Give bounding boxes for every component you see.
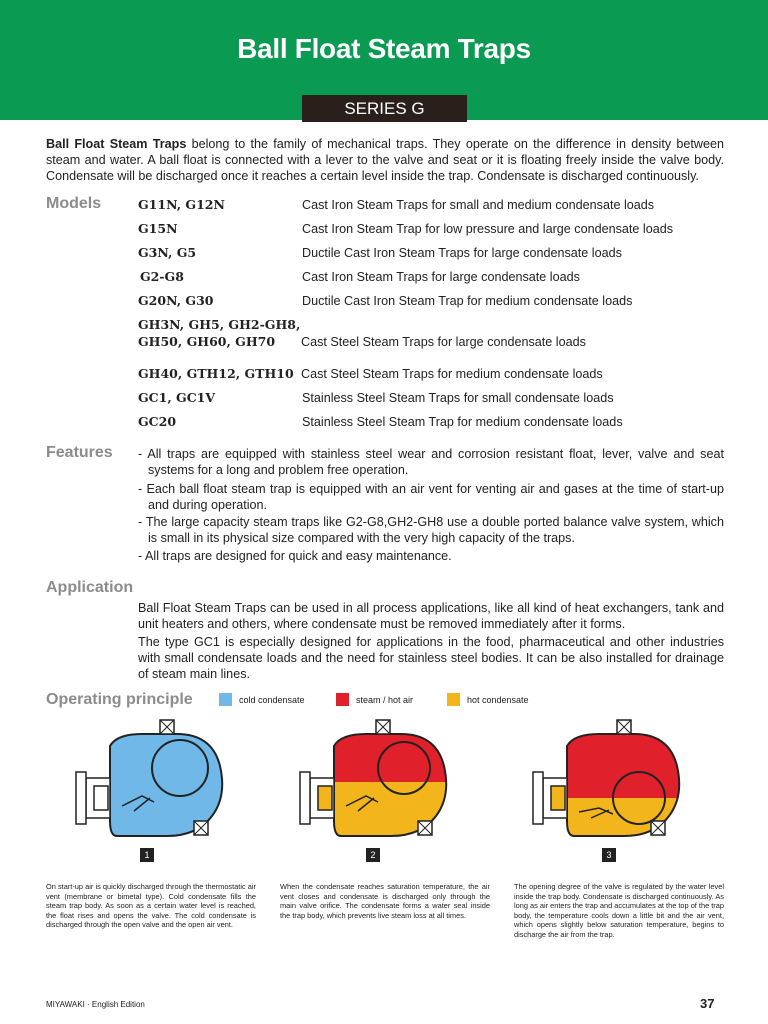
step-number-1: 1 [140, 848, 154, 862]
step-caption-3: The opening degree of the valve is regulated by the water level inside the trap body. Condensate is discharged continuously. As long as air enters the trap and accumulates at the top of the trap body, the temperature cools down a little bit and the air vent, which opens slightly below saturation temperature, begins to discharge the air from the trap. [514, 882, 724, 939]
model-name-cont: GH50, GH60, GH70 [138, 334, 276, 349]
model-name: GC20 [138, 414, 177, 429]
step-number-3: 3 [602, 848, 616, 862]
feature-item: - Each ball float steam trap is equipped with an air vent for venting air and gases at the time of start-up and during operation. [138, 482, 724, 512]
page-title: Ball Float Steam Traps [237, 33, 531, 64]
feature-item: - All traps are designed for quick and easy maintenance. [138, 549, 452, 563]
step-number-2: 2 [366, 848, 380, 862]
model-name: G11N, G12N [138, 197, 225, 212]
feature-item: - All traps are equipped with stainless steel wear and corrosion resistant float, lever, valve and seat systems for a long and problem free operation. [138, 447, 724, 477]
model-desc: Ductile Cast Iron Steam Trap for medium condensate loads [302, 294, 633, 308]
trap-diagram-3 [529, 716, 684, 841]
model-desc: Cast Iron Steam Traps for large condensate loads [302, 270, 580, 284]
features-title: Features [46, 444, 113, 461]
intro-bold: Ball Float Steam Traps [46, 137, 187, 151]
model-desc: Ductile Cast Iron Steam Traps for large condensate loads [302, 246, 622, 260]
series-label: SERIES G [302, 95, 467, 122]
step-caption-2: When the condensate reaches saturation temperature, the air vent closes and condensate is discharged only through the main valve orifice. The condensate forms a water seal inside the trap body, which prevents live steam loss at all times. [280, 882, 490, 920]
model-desc: Cast Iron Steam Traps for small and medium condensate loads [302, 198, 655, 212]
model-name: GC1, GC1V [138, 390, 216, 405]
intro-paragraph [46, 136, 724, 184]
application-title: Application [46, 579, 134, 596]
swatch-hot [447, 693, 460, 706]
legend-cold [219, 693, 305, 706]
model-name: G15N [138, 221, 178, 236]
model-desc: Cast Iron Steam Trap for low pressure and large condensate loads [302, 222, 674, 236]
page-number: 37 [700, 996, 715, 1011]
model-desc: Cast Steel Steam Traps for medium condensate loads [301, 367, 603, 381]
model-desc: Cast Steel Steam Traps for large condensate loads [301, 335, 586, 349]
trap-diagram-1 [72, 716, 227, 841]
model-name: G2-G8 [140, 269, 184, 284]
models-title: Models [46, 195, 102, 212]
legend-label: cold condensate [239, 694, 305, 705]
trap-diagram-2 [296, 716, 451, 841]
model-desc: Stainless Steel Steam Traps for small condensate loads [302, 391, 614, 405]
step-caption-1: On start-up air is quickly discharged through the thermostatic air vent (membrane or bimetal type). Cold condensate fills the steam trap body. As soon as a certain water level is reached, the float rises and opens the valve. The cold condensate is discharged through the open valve and the open air vent. [46, 882, 256, 930]
model-name: G3N, G5 [138, 245, 197, 260]
model-name: GH3N, GH5, GH2-GH8, [138, 317, 301, 332]
application-paragraph-2: The type GC1 is especially designed for applications in the food, pharmaceutical and other industries with small condensate loads and the need for stainless steel bodies. It can be also installed for drainage of steam main lines. [138, 635, 724, 681]
legend-hot [447, 693, 529, 706]
model-desc: Stainless Steel Steam Trap for medium condensate loads [302, 415, 623, 429]
swatch-steam [336, 693, 349, 706]
swatch-cold [219, 693, 232, 706]
footer-edition: MIYAWAKI · English Edition [46, 1000, 145, 1009]
legend-label: steam / hot air [356, 694, 414, 705]
intro-text: belong to the family of mechanical traps. They operate on the difference in density between steam and water. A ball float is connected with a lever to the valve and seat or it is floating freely inside the valve body. Condensate will be discharged once it reaches a certain level inside the trap. Condensate is discharged continuously. [46, 137, 725, 183]
legend-steam [336, 693, 413, 706]
model-name: GH40, GTH12, GTH10 [138, 366, 294, 381]
feature-item: - The large capacity steam traps like G2-G8,GH2-GH8 use a double ported balance valve system, which is small in its physical size compared with the very high capacity of the traps. [138, 515, 724, 545]
application-paragraph-1: Ball Float Steam Traps can be used in all process applications, like all kind of heat exchangers, tank and unit heaters and others, where condensate must be removed immediately after it forms. [138, 601, 724, 631]
operating-title: Operating principle [46, 691, 193, 708]
model-name: G20N, G30 [138, 293, 214, 308]
legend-label: hot condensate [467, 694, 529, 705]
